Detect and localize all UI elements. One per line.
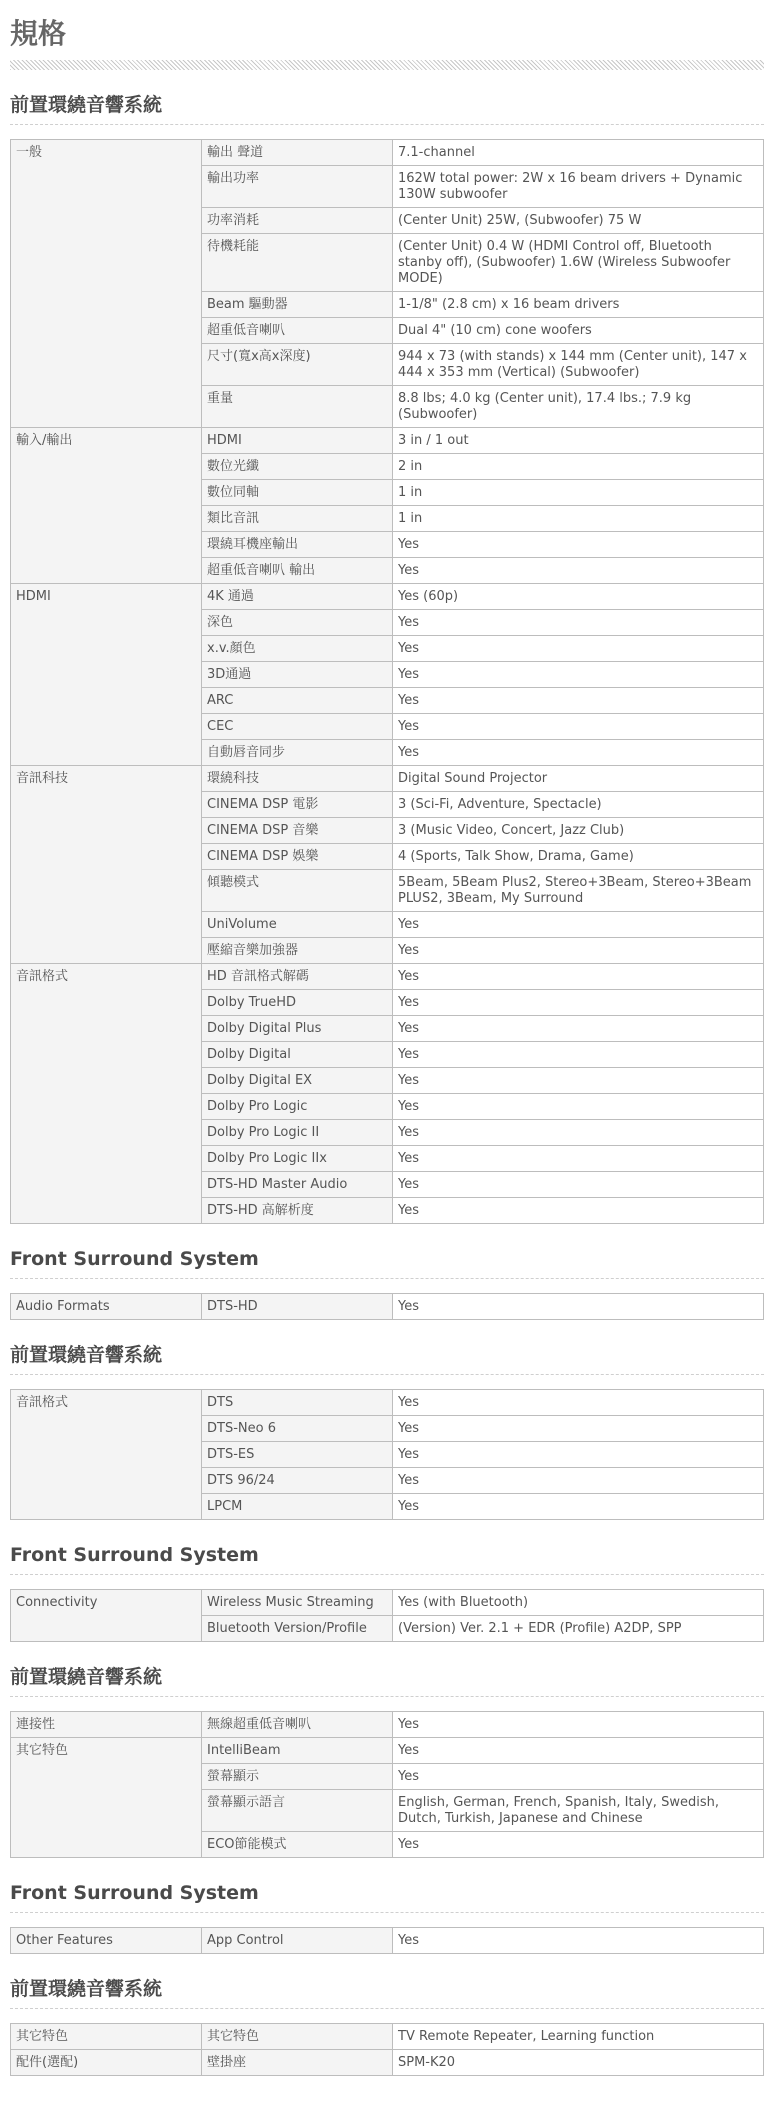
spec-value-cell: Yes [393, 1042, 764, 1068]
spec-item-cell: ECO節能模式 [202, 1832, 393, 1858]
spec-item-cell: UniVolume [202, 912, 393, 938]
table-row [11, 1928, 764, 1954]
spec-value-cell: Yes [393, 610, 764, 636]
spec-section [10, 1246, 764, 1320]
spec-item-cell: Dolby TrueHD [202, 990, 393, 1016]
spec-item-cell: HD 音訊格式解碼 [202, 964, 393, 990]
spec-value-cell: 8.8 lbs; 4.0 kg (Center unit), 17.4 lbs.; 7.9 kg (Subwoofer) [393, 386, 764, 428]
spec-item-cell: CINEMA DSP 電影 [202, 792, 393, 818]
spec-item-cell: 超重低音喇叭 輸出 [202, 558, 393, 584]
spec-item-cell: Wireless Music Streaming [202, 1590, 393, 1616]
spec-value-cell: 5Beam, 5Beam Plus2, Stereo+3Beam, Stereo+3Beam PLUS2, 3Beam, My Surround [393, 870, 764, 912]
spec-section [10, 1976, 764, 2076]
spec-value-cell: Yes [393, 688, 764, 714]
spec-item-cell: DTS-HD [202, 1294, 393, 1320]
spec-value-cell: Yes [393, 938, 764, 964]
spec-item-cell: 重量 [202, 386, 393, 428]
spec-item-cell: 尺寸(寬x高x深度) [202, 344, 393, 386]
spec-value-cell: Yes [393, 1764, 764, 1790]
spec-value-cell: TV Remote Repeater, Learning function [393, 2024, 764, 2050]
spec-value-cell: Yes [393, 1712, 764, 1738]
spec-value-cell: Yes [393, 636, 764, 662]
spec-value-cell: 1-1/8" (2.8 cm) x 16 beam drivers [393, 292, 764, 318]
spec-table [10, 1927, 764, 1954]
spec-item-cell: 壓縮音樂加強器 [202, 938, 393, 964]
spec-value-cell: (Center Unit) 0.4 W (HDMI Control off, Bluetooth stanby off), (Subwoofer) 1.6W (Wireless Subwoofer MODE) [393, 234, 764, 292]
table-row [11, 1390, 764, 1416]
spec-item-cell: 類比音訊 [202, 506, 393, 532]
section-title: 前置環繞音響系統 [10, 94, 163, 116]
section-divider [10, 1374, 764, 1375]
table-row [11, 964, 764, 990]
spec-item-cell: DTS-Neo 6 [202, 1416, 393, 1442]
spec-item-cell: 3D通過 [202, 662, 393, 688]
spec-value-cell: 162W total power: 2W x 16 beam drivers + Dynamic 130W subwoofer [393, 166, 764, 208]
spec-item-cell: DTS-HD Master Audio [202, 1172, 393, 1198]
category-cell: 輸入/輸出 [11, 428, 202, 584]
spec-item-cell: DTS-ES [202, 1442, 393, 1468]
spec-value-cell: Yes [393, 1442, 764, 1468]
spec-section [10, 92, 764, 1224]
spec-value-cell: Yes [393, 1172, 764, 1198]
category-cell: 其它特色 [11, 2024, 202, 2050]
category-cell: 其它特色 [11, 1738, 202, 1858]
spec-value-cell: Yes [393, 714, 764, 740]
spec-value-cell: 1 in [393, 480, 764, 506]
spec-item-cell: 其它特色 [202, 2024, 393, 2050]
spec-value-cell: Yes [393, 990, 764, 1016]
table-row [11, 1712, 764, 1738]
spec-table [10, 139, 764, 1224]
spec-value-cell: SPM-K20 [393, 2050, 764, 2076]
spec-item-cell: 壁掛座 [202, 2050, 393, 2076]
spec-section [10, 1880, 764, 1954]
table-row [11, 766, 764, 792]
spec-section [10, 1342, 764, 1520]
spec-item-cell: Dolby Pro Logic IIx [202, 1146, 393, 1172]
table-row [11, 1294, 764, 1320]
spec-item-cell: CEC [202, 714, 393, 740]
spec-value-cell: Yes [393, 532, 764, 558]
spec-value-cell: Yes [393, 1416, 764, 1442]
spec-item-cell: App Control [202, 1928, 393, 1954]
spec-item-cell: HDMI [202, 428, 393, 454]
spec-item-cell: Dolby Pro Logic II [202, 1120, 393, 1146]
spec-value-cell: English, German, French, Spanish, Italy, Swedish, Dutch, Turkish, Japanese and Chinese [393, 1790, 764, 1832]
spec-item-cell: Bluetooth Version/Profile [202, 1616, 393, 1642]
spec-item-cell: Beam 驅動器 [202, 292, 393, 318]
spec-value-cell: 3 (Music Video, Concert, Jazz Club) [393, 818, 764, 844]
section-title: 前置環繞音響系統 [10, 1344, 163, 1366]
spec-value-cell: 3 (Sci-Fi, Adventure, Spectacle) [393, 792, 764, 818]
spec-value-cell: Yes [393, 1094, 764, 1120]
spec-item-cell: Dolby Digital Plus [202, 1016, 393, 1042]
section-divider [10, 1278, 764, 1279]
spec-value-cell: Yes [393, 1832, 764, 1858]
spec-item-cell: 待機耗能 [202, 234, 393, 292]
table-row [11, 1738, 764, 1764]
spec-value-cell: Yes [393, 1198, 764, 1224]
spec-item-cell: x.v.顏色 [202, 636, 393, 662]
spec-item-cell: 無線超重低音喇叭 [202, 1712, 393, 1738]
spec-value-cell: Yes [393, 1016, 764, 1042]
spec-value-cell: Yes [393, 558, 764, 584]
spec-table [10, 1389, 764, 1520]
spec-item-cell: 超重低音喇叭 [202, 318, 393, 344]
category-cell: Other Features [11, 1928, 202, 1954]
category-cell: Connectivity [11, 1590, 202, 1642]
category-cell: HDMI [11, 584, 202, 766]
spec-item-cell: 數位光纖 [202, 454, 393, 480]
spec-value-cell: Yes [393, 912, 764, 938]
spec-item-cell: DTS [202, 1390, 393, 1416]
title-hatch-divider [10, 60, 764, 70]
spec-value-cell: (Center Unit) 25W, (Subwoofer) 75 W [393, 208, 764, 234]
spec-table [10, 1589, 764, 1642]
spec-section [10, 1542, 764, 1642]
table-row [11, 1590, 764, 1616]
category-cell: Audio Formats [11, 1294, 202, 1320]
spec-sections [10, 92, 764, 2076]
category-cell: 連接性 [11, 1712, 202, 1738]
spec-item-cell: Dolby Pro Logic [202, 1094, 393, 1120]
section-divider [10, 1912, 764, 1913]
section-title: Front Surround System [10, 1248, 259, 1270]
spec-item-cell: CINEMA DSP 音樂 [202, 818, 393, 844]
spec-item-cell: 螢幕顯示語言 [202, 1790, 393, 1832]
spec-item-cell: 深色 [202, 610, 393, 636]
section-title: Front Surround System [10, 1544, 259, 1566]
section-title: 前置環繞音響系統 [10, 1978, 163, 2000]
spec-value-cell: Yes [393, 1494, 764, 1520]
table-row [11, 584, 764, 610]
category-cell: 配件(選配) [11, 2050, 202, 2076]
section-title: Front Surround System [10, 1882, 259, 1904]
spec-value-cell: 944 x 73 (with stands) x 144 mm (Center unit), 147 x 444 x 353 mm (Vertical) (Subwoofer) [393, 344, 764, 386]
spec-item-cell: DTS 96/24 [202, 1468, 393, 1494]
spec-item-cell: 輸出功率 [202, 166, 393, 208]
spec-item-cell: 自動唇音同步 [202, 740, 393, 766]
spec-section [10, 1664, 764, 1858]
spec-item-cell: ARC [202, 688, 393, 714]
spec-value-cell: 3 in / 1 out [393, 428, 764, 454]
spec-value-cell: Yes [393, 1146, 764, 1172]
table-row [11, 140, 764, 166]
spec-value-cell: Yes [393, 1294, 764, 1320]
spec-value-cell: Yes [393, 662, 764, 688]
spec-item-cell: 傾聽模式 [202, 870, 393, 912]
table-row [11, 428, 764, 454]
spec-value-cell: Yes (with Bluetooth) [393, 1590, 764, 1616]
category-cell: 音訊科技 [11, 766, 202, 964]
section-title: 前置環繞音響系統 [10, 1666, 163, 1688]
spec-value-cell: Yes (60p) [393, 584, 764, 610]
spec-item-cell: 輸出 聲道 [202, 140, 393, 166]
section-divider [10, 1696, 764, 1697]
section-divider [10, 1574, 764, 1575]
spec-item-cell: DTS-HD 高解析度 [202, 1198, 393, 1224]
spec-item-cell: Dolby Digital EX [202, 1068, 393, 1094]
spec-item-cell: 4K 通過 [202, 584, 393, 610]
spec-table [10, 2023, 764, 2076]
spec-item-cell: LPCM [202, 1494, 393, 1520]
spec-value-cell: 7.1-channel [393, 140, 764, 166]
spec-value-cell: 1 in [393, 506, 764, 532]
section-divider [10, 2008, 764, 2009]
table-row [11, 2024, 764, 2050]
spec-table [10, 1711, 764, 1858]
section-divider [10, 124, 764, 125]
spec-item-cell: 環繞耳機座輸出 [202, 532, 393, 558]
spec-item-cell: 螢幕顯示 [202, 1764, 393, 1790]
spec-value-cell: Yes [393, 1120, 764, 1146]
page-title: 規格 [10, 17, 67, 50]
spec-item-cell: 環繞科技 [202, 766, 393, 792]
spec-item-cell: 功率消耗 [202, 208, 393, 234]
spec-value-cell: Dual 4" (10 cm) cone woofers [393, 318, 764, 344]
spec-value-cell: Digital Sound Projector [393, 766, 764, 792]
spec-item-cell: IntelliBeam [202, 1738, 393, 1764]
spec-value-cell: Yes [393, 964, 764, 990]
spec-table [10, 1293, 764, 1320]
spec-value-cell: Yes [393, 1390, 764, 1416]
category-cell: 音訊格式 [11, 1390, 202, 1520]
spec-value-cell: Yes [393, 1928, 764, 1954]
spec-value-cell: (Version) Ver. 2.1 + EDR (Profile) A2DP, SPP [393, 1616, 764, 1642]
spec-item-cell: CINEMA DSP 娛樂 [202, 844, 393, 870]
spec-item-cell: 數位同軸 [202, 480, 393, 506]
category-cell: 音訊格式 [11, 964, 202, 1224]
category-cell: 一般 [11, 140, 202, 428]
spec-value-cell: 4 (Sports, Talk Show, Drama, Game) [393, 844, 764, 870]
spec-value-cell: 2 in [393, 454, 764, 480]
table-row [11, 2050, 764, 2076]
spec-value-cell: Yes [393, 1738, 764, 1764]
spec-item-cell: Dolby Digital [202, 1042, 393, 1068]
spec-value-cell: Yes [393, 740, 764, 766]
spec-value-cell: Yes [393, 1068, 764, 1094]
spec-value-cell: Yes [393, 1468, 764, 1494]
